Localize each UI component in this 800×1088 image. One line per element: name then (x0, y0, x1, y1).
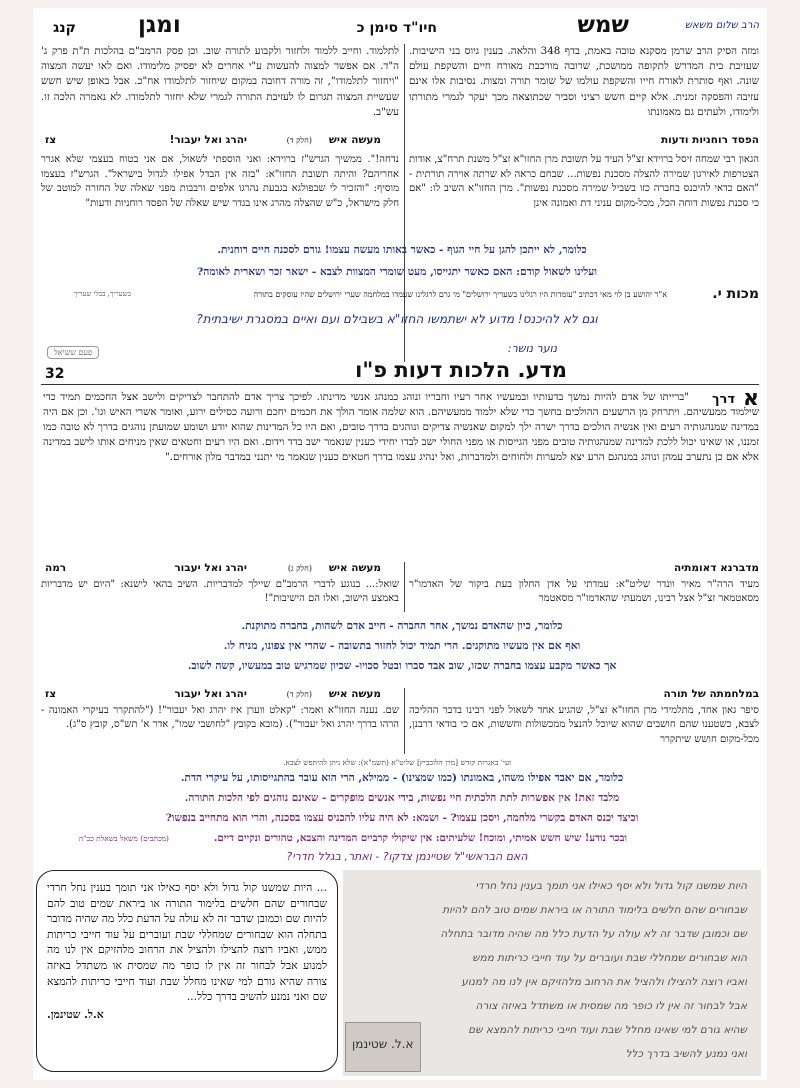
steinman-quote-box (36, 870, 338, 1072)
section1-left-text: נדחה!". ממשיך הגרש"ז ברוידא: ואני הוספתי לשאול, אם אני בטוח בעצמי שלא אגרר אחריהם? והיתה תשובת החזו"א: "בזה אין הבדל אפילו לגדול בישראל". הגרש"ז בעצמו מוסיף: "והזכיר לי שבפולגא בגבעת נהרגו אלפים ורבבות מפני שאלה של החזרה למוטב של חלק מישראל, כ"ש שהצלה מהרג אינו בגדר שיש שאלה של הפסד רוחניות ודעות" (41, 154, 399, 209)
makot-text: א"ר יהושע בן לוי מאי דכתיב "עומדות היו רגלינו בשעריך ירושלים" מי גרם לרגלינו שעמדו במלחמה שערי ירושלים שהיו עוסקים בתורה (253, 290, 667, 299)
steinman-quote-text: ... היות שמשנו קול גדול ולא יסף כאילו אני תומך בענין נחל חרדי שבחורים שהם חלשים בלימוד התורה או ביראת שמים טוב להם להיות שם וכמובן שדבר זה לא עולה על הדעת כלל מה שהיה מדובר בתחלה הוא שבחורים שמחללי שבת ועוברים על עוד חייבי כריתות ממש, ואביו רוצה להצילו ולהציל את הרחוב מלהזיקם אין לנו מה למנוע אבל לבחור זה אין לו כופר מה שמסית או משתדל באיזה צורה שהיא גורם למי שאינו מחלל שבת ועוד חייבי כריתות להמצא שם ואני נמנע להשיב בדרך כלל... (47, 881, 327, 1004)
deos-page-number: 32 (45, 366, 65, 382)
purple-line-3: ובכר נודע! שיש חשש אמיתי, ומוכח! שלעיתים: אין שיקולי קרביים המדינה והצבא, טהורים ונקיים דיים. (213, 832, 627, 844)
section3-left-text: שם. נענה החזו"א ואמר: "קאלט ווערן איז יהרג ואל יעבור"! ("להתקרר בעיקרי האמונה - הרהו בדרך יהרג ואל יעבור"). (מובא בקובץ "לחושבי שמו", אדר א' תש"ס, קובץ ס"ג). (41, 705, 399, 731)
section2-right-heading: מדברנא דאומתיה (673, 562, 759, 574)
conclusion-line-5: אך כאשר מקבע עצמו בחברה שכזו, שוב אבד סברו ובטל סכויו- שכיון שמרגיש טוב במעשיו, קשה לשוב. (187, 660, 617, 672)
steinman-signature: א.ל. שטינמן. (47, 1007, 104, 1021)
section3-right-text: סיפר גאון אחד, מתלמידי מרן החזו"א זצ"ל, שהגיע אחד לשאול לפני רבינו בדבר ההליכה לצבא, כשטענו שהם חושבים שהוא שיוכל להנצל ממכשולות וחששות, אם כי בודאי דרבנן, מכל-מקום חושש שיתקרר (409, 705, 759, 745)
purple-line-1: מלבד זאת! אין אפשרות לתת הלכתית חיי נפשות, בידי אנשים מופקרים - שאינם נוהגים לפי הלכות התורה. (184, 792, 620, 804)
conclusion-line-3: כלומר, כיון שהאדם נמשך, אחר החברה - חייב אדם לשהות, בחברה מתוקנת. (241, 620, 563, 632)
section2-left-heading: מעשה איש (328, 562, 381, 574)
section1-right-text: הגאון רבי שמחה זיסל ברוידא זצ"ל העיד על תשובת מרן החזו"א זצ"ל משנת תרח"צ, אודות הצטרפות לאירגון שמירה להצלה מסכנת נפשות... שבחם כראה לא שרתה אוירה תורתית - "האם כדאי להיכנס בחברה כזו בשביל שמירה מסכנת נפשות". מרן החזו"א השיב לו: "אם כי סכנת נפשות דוחה הכל, מכל-מקום עניני דת ואמונה אינן (409, 154, 759, 209)
section3-mid-heading: יהרג ואל יעבור (174, 688, 247, 700)
title-shemesh: שמש (577, 12, 629, 38)
handwritten-tag: הרב שלום משאש (684, 20, 759, 31)
makot-side-note: בשעריך, בבלי שעריך (73, 290, 131, 298)
section3-right-heading: במלחמתה של תורה (663, 688, 759, 700)
section3-footnote: ועי' באגרות קודש [מרן הלובביץ] שליט"א (תשמ"א): שלא ניתן להיתפש לצבא. (282, 758, 512, 767)
handwritten-note-3: האם הבראשי"ל שטיינמן צדקו? - ואתר, בגלל חדרי? (286, 850, 528, 863)
section-title-deos: מדע. הלכות דעות פ"ו (355, 358, 567, 382)
section2-rama: רמה (45, 562, 67, 574)
letter-line: שבחורים שהם חלשים בלימוד התורה או ביראת שמים טוב להם להיות (442, 904, 747, 916)
document-page (33, 8, 767, 1080)
conclusion-line-6: כלומר, אם יאבד אפילו משהו, באמונתו (כמו שמצינו) - ממילא, הרי הוא עובר בהתגייסותו, על עיקרי הדת. (180, 772, 624, 784)
letter-line: ואני נמנע להשיב בדרך כלל (625, 1048, 747, 1060)
deos-body: "ברייתו של אדם להיות נמשך בדעותיו ובמעשיו אחר רעיו וחבריו ונוהג כמנהג אנשי מדינתו. לפיכך צריך אדם להתחבר לצדיקים ולישב אצל החכמים תמיד כדי שילמוד ממעשיהם. ויתרחק מן הרשעים ההולכים בחשך כדי שלא ילמוד ממעשיהם. הוא שלמה אומר הולך את חכמים יחכם ורועה כסילים ירוע, ואומר אשרי האיש וגו'. וכן אם היה במדינה שמנהגותיה רעים ואין אנשיה הולכים בדרך ישרה ילך למקום שאנשיה צדיקים ונוהגים בדרך טובים, ואם היו כל המדינות שהוא יודע ושומע שמועתן נוהגים בדרך לא טובה כמו זמננו, או שאינו יכול ללכת למדינה שמנהגותיה טובים מפני הגייסות או מפני החולי ישב לבדו יחידי כענין שנאמר ישב בדד וידום. ואם היו רעים וחטאים שאין מניחים אותו לישב במדינה אלא אם כן נתערב עמהן ונוהג במנהגם הרע יצא למערות ולחוחים ולמדברות, ואל ינהיג עצמו בדרך חטאים כענין שנאמר מי יתנני במדבר מלון אורחים." (43, 391, 760, 463)
deos-opening-word: דרך (712, 392, 735, 407)
top-right-column: ומזה הסיק הרב שרמן מסקנא טובה באמת, בדף 348 והלאה. בענין גיוס בני הישיבות. שעזיבת בית המדרש לתקופה ממושכת, שרובה מורכבת מאורח חיים והשקפת עולם שונה. ואף סותרת לאורח חייו והשקפת עולמו של שומר תורה ומצות. נסיבות אלו אינם עזיבה והפסקה זמנית. אלא קיים חשש רציני וסביר שכתוצאה מכך יעקר לגמרי מתורתו ולימודו, ולעתים גם מאמונתו (409, 45, 759, 118)
deos-top-rule (41, 384, 759, 385)
conclusion-line-4: ואף אם אין מעשיו מתוקנים. הרי תמיד יכול לחזור בתשובה - שהרי אין צפונו, מניח לו. (223, 640, 581, 652)
top-left-column: לתלמוד. וחייב ללמוד ולחזור ולקבוע לתורה שוב. וכן פסק הרמב"ם בהלכות ת"ת פרק ג' ה"ד. אם אפשר למצוה להעשות ע"י אחרים לא יפסיק מלימודו. ואם לאו יעשה המצוה "ויחזור לתלמודו", זה מורה דחובה במקום שיחזור לתלמודו אח"כ. אבל באופן שיש חשש שעשיית המצוה תגרום לו לעזיבת התורה לגמרי שלא יחזור לתלמודו. לא נאמרה הלכה זו. עש"ב. (41, 45, 399, 118)
section3-divider (404, 688, 405, 754)
section1-right-heading: הפסד רוחניות ודעות (660, 134, 759, 146)
signature-stamp: א.ל. שטינמן (345, 1022, 421, 1072)
letter-line: אבל לבחור זה אין לו כופר מה שמסית או משתדל באיזה צורה (475, 1000, 747, 1012)
section1-tsadi: צז (45, 134, 57, 146)
conclusion-line-1: כלומר, לא ייתכן להגן על חיי הגוף - כאשר באותו מעשה עצמו! גורם לסכנה חיים רוחנית. (217, 244, 587, 256)
handwritten-note-1: וגם לא להיכנס! מדוע לא ישתמשו החזו"א בשבילם ועם ואיים במסגרת ישיבתית? (196, 312, 598, 326)
letter-line: ואביו רוצה להצילו ולהציל את הרחוב מלהזיקם אין לנו מה למנוע (461, 976, 747, 988)
section3-left-heading: מעשה איש (328, 688, 381, 700)
letter-line: שם וכמובן שדבר זה לא עולה על הדעת כלל מה שהיה מדובר בתחלה (440, 928, 747, 940)
letter-line: היות שמשנו קול גדול ולא יסף כאילו אני תומך בענין נחל חרדי (475, 880, 747, 892)
title-umagen: ומגן (138, 12, 181, 38)
deos-halacha-letter: א (742, 386, 759, 411)
section1-left-heading: מעשה איש (328, 134, 381, 146)
section2-right-text: מעיד הרה"ר מאיר וונדר שליט"א: עמדתי על אדן החלון בעת ביקור של האדמו"ר מסאטמאר זצ"ל אצל רבינו, ושמעתי שהאדמו"ר מסאטמר (409, 579, 759, 605)
section1-left-sub: (חלק ד) (286, 136, 312, 145)
section2-left-sub: (חלק ג) (287, 564, 312, 573)
purple-line-3-note: (מכתבים) משאל בשאלת כב"ה (78, 834, 169, 843)
section2-divider (404, 562, 405, 612)
section2-mid-heading: יהרג ואל יעבור (174, 562, 247, 574)
section3-tsadi: צז (45, 688, 57, 700)
conclusion-line-2: ועלינו לשאול קודם: האם כאשר יתגייסו, מעט שומרי המצוות לצבא - ישאר זכר ושארית לאומה? (197, 266, 597, 278)
makot-label: מכות י. (712, 286, 759, 302)
purple-line-2: וכיצד יכנס האדם בקשרי מלחמה, ויסכן עצמו? - ושמא: לא היה עליו להכניס עצמו בסכנה, והרי הוא מתחייב בנפשו? (165, 812, 639, 824)
noar-tag: נוער נושר: (507, 342, 557, 355)
handwritten-letter-photo (343, 870, 761, 1076)
section3-left-sub: (חלק ד) (286, 690, 312, 699)
section2-left-text: שואל:... בנוגע לדברי הרמב"ם שיילך למדבריות. השיב בהאי לישנא: "היום יש מדבריות באמצע הישוב, ואלו הם הישיבות"! (41, 579, 399, 605)
siman-label: חיו"ד סימן כ (356, 20, 437, 36)
letter-line: שהיא גורם למי שאינו מחלל שבת ועוד חייבי כריתות להמצא שם (468, 1024, 747, 1036)
letter-line: הוא שבחורים שמחללי שבת ועוברים על עוד חייבי כריתות ממש (472, 952, 747, 964)
page-number: קנג (53, 20, 76, 36)
handwritten-tag-2: פעם ששיאל (47, 346, 99, 359)
section1-mid-heading: יהרג ואל יעבור! (169, 134, 247, 146)
